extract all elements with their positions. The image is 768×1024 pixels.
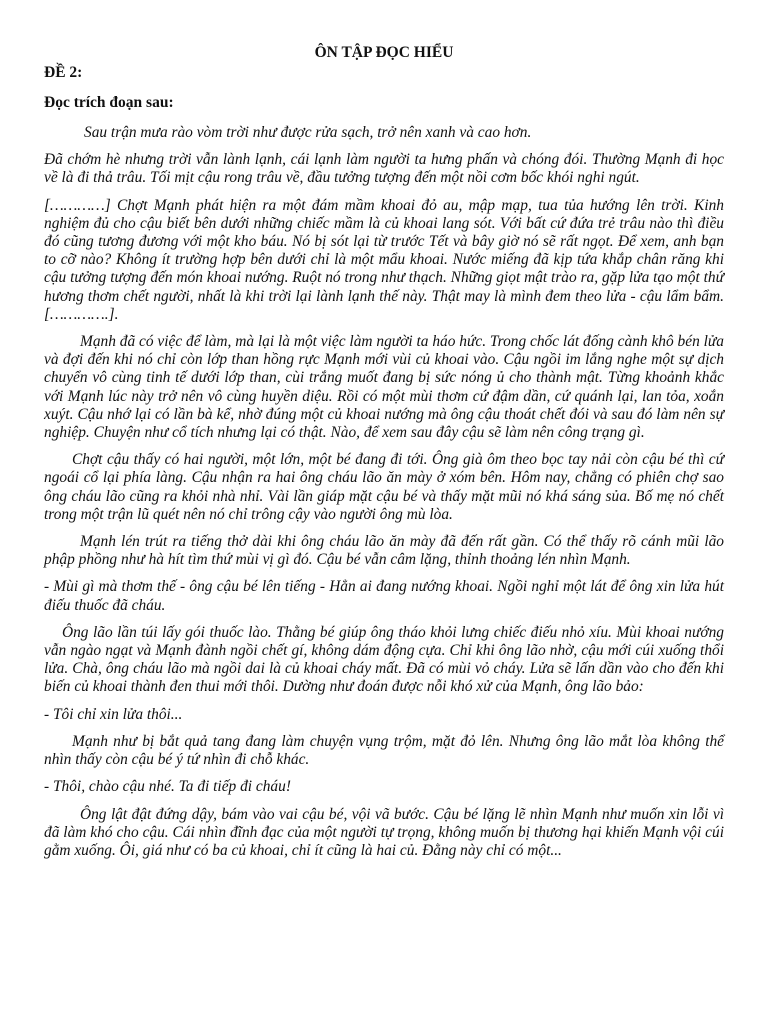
paragraph-8: Ông lão lần túi lấy gói thuốc lào. Thằng bé giúp ông tháo khỏi lưng chiếc điếu nhỏ xíu. Mùi khoai nướng vẫn ngào ngạt và Mạnh đành ngồi chết gí, không dám động cựa. Chỉ khi ông lão nhờ, cậu mới cúi xuống thổi lửa. Chà, ông cháu lão mà ngồi dai là củ khoai cháy mất. Đã có mùi vỏ cháy. Lửa sẽ lấn dần vào cho đến khi biến củ khoai thành đen thui mới thôi. Dường như đoán được nỗi khó xử của Mạnh, ông lão bảo: xyxy=(44,623,724,696)
paragraph-5: Chợt cậu thấy có hai người, một lớn, một bé đang đi tới. Ông già ôm theo bọc tay nải còn cậu bé thì cứ ngoái cổ lại phía làng. Cậu nhận ra hai ông cháu lão ăn mày ở xóm bên. Hôm nay, chẳng có phiên chợ sao ông cháu lão cũng ra khỏi nhà nhỉ. Vài lần giáp mặt cậu bé và thấy mặt mũi nó khá sáng sủa. Bố mẹ nó chết trong một trận lũ quét nên nó chỉ trông cậy vào người ông mù lòa. xyxy=(44,451,724,523)
paragraph-7: - Mùi gì mà thơm thế - ông cậu bé lên tiếng - Hẳn ai đang nướng khoai. Ngồi nghỉ một lát để ông xin lửa hút điếu thuốc đã cháu. xyxy=(44,578,724,614)
paragraph-2: Đã chớm hè nhưng trời vẫn lành lạnh, cái lạnh làm người ta hưng phấn và chóng đói. Thường Mạnh đi học về là đi thả trâu. Tối mịt cậu rong trâu về, đầu tưởng tượng đến một nồi cơm bốc khói nghi ngút. xyxy=(44,151,724,187)
paragraph-1: Sau trận mưa rào vòm trời như được rửa sạch, trở nên xanh và cao hơn. xyxy=(84,124,532,141)
paragraph-9: - Tôi chỉ xin lửa thôi... xyxy=(44,705,183,723)
paragraph-12: Ông lật đật đứng dậy, bám vào vai cậu bé, vội vã bước. Cậu bé lặng lẽ nhìn Mạnh như muốn xin lỗi vì đã làm khó cho cậu. Cái nhìn đĩnh đạc của một người tự trọng, không muốn bị thương hại khiến Mạnh vội cúi gằm xuống. Ôi, giá như có ba củ khoai, chỉ ít cũng là hai củ. Đằng này chỉ có một... xyxy=(44,805,724,859)
paragraph-10: Mạnh như bị bắt quả tang đang làm chuyện vụng trộm, mặt đỏ lên. Nhưng ông lão mắt lòa không thể nhìn thấy còn cậu bé ý tứ nhìn đi chỗ khác. xyxy=(44,732,724,769)
document-title: ÔN TẬP ĐỌC HIỂU xyxy=(314,44,454,61)
paragraph-4: Mạnh đã có việc để làm, mà lại là một việc làm người ta háo hức. Trong chốc lát đống cành khô bén lửa và đợi đến khi nó chỉ còn lớp than hồng rực Mạnh mới vùi củ khoai vào. Cậu ngồi im lắng nghe một sự dịch chuyển vô cùng tinh tế dưới lớp than, cùi trắng muốt đang bị sức nóng ủ cho thành mật. Từng khoảnh khắc với Mạnh lúc này trở nên vô cùng huyền diệu. Rồi có một mùi thơm cứ đậm dần, cứ quánh lại, lan tỏa, xoắn xuýt. Cậu nhớ lại có lần bà kể, nhờ đúng một củ khoai nướng mà ông cậu thoát chết đói và sau đó làm nên sự nghiệp. Chuyện như cổ tích nhưng lại có thật. Nào, để xem sau đây cậu sẽ làm nên công trạng gì. xyxy=(44,333,724,442)
paragraph-11: - Thôi, chào cậu nhé. Ta đi tiếp đi cháu! xyxy=(44,778,291,796)
paragraph-3: […………] Chợt Mạnh phát hiện ra một đám mầm khoai đỏ au, mập mạp, tua tủa hướng lên trời. Kinh nghiệm đủ cho cậu biết bên dưới những chiếc mầm là củ khoai lang sót. Với bất cứ đứa trẻ trâu nào thì điều đó cũng tương đương với một kho báu. Nó bị sót lại từ trước Tết và bây giờ nó sẽ rất ngọt. Để xem, anh bạn to cỡ nào? Không ít trường hợp bên dưới chỉ là một mẩu khoai. Nước miếng đã kịp tứa khắp chân răng khi cậu tưởng tượng đến món khoai nướng. Ruột nó trong như thạch. Những giọt mật trào ra, gặp lửa tạo một thứ hương thơm chết người, nhất là khi trời lại lành lạnh thế này. Thật may là mình đem theo lửa - cậu lẩm bẩm. [………….]. xyxy=(44,196,724,323)
paragraph-6: Mạnh lén trút ra tiếng thở dài khi ông cháu lão ăn mày đã đến rất gần. Có thể thấy rõ cánh mũi lão phập phồng như hà hít tìm thứ mùi vị gì đó. Cậu bé vẫn câm lặng, thỉnh thoảng lén nhìn Mạnh. xyxy=(44,533,724,569)
instruction-heading: Đọc trích đoạn sau: xyxy=(44,94,174,111)
section-label: ĐỀ 2: xyxy=(44,64,83,81)
